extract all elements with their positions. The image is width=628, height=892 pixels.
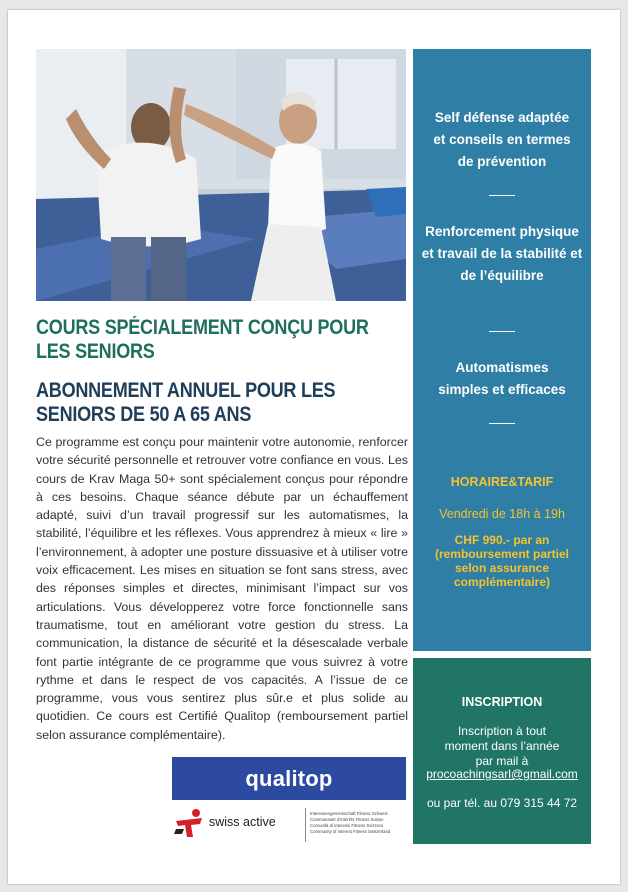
feature-separator: [489, 423, 515, 424]
features-panel: [413, 49, 591, 651]
inscription-email-link[interactable]: procoachingsarl@gmail.com: [426, 767, 578, 781]
logo-divider: [305, 808, 306, 842]
tagline-line: Comunità di interessi Fitness Svizzera: [310, 823, 383, 828]
page-subtitle: ABONNEMENT ANNUEL POUR LES SENIORS DE 50 A 65 ANS: [36, 379, 336, 426]
tagline-line: Communauté d’intérêts Fitness Suisse: [310, 817, 384, 822]
swiss-active-logo: [172, 805, 406, 845]
tagline-line: Community of interest Fitness Switzerland: [310, 829, 391, 834]
schedule-price: CHF 990.- par an (remboursement partiel selon assurance complémentaire): [434, 533, 570, 589]
inscription-phone: ou par tél. au 079 315 44 72: [426, 796, 578, 810]
swiss-active-tagline: [310, 811, 390, 835]
flyer-page: [8, 10, 620, 884]
inscription-text: Inscription à tout moment dans l’année par mail à: [444, 724, 560, 768]
hero-photo: [36, 49, 406, 301]
feature-automatismes: Automatismes simples et efficaces: [438, 360, 566, 397]
tagline-line: Interessengemeinschaft Fitness Schweiz: [310, 811, 388, 816]
feature-separator: [489, 331, 515, 332]
inscription-panel: [413, 658, 591, 844]
program-description: Ce programme est conçu pour maintenir votre autonomie, renforcer votre sécurité personnelle et retrouver votre confiance en vous. Les cours de Krav Maga 50+ sont spécialement conçus pour répondre à ces besoins. Chaque séance débute par un échauffement adapté, suivi d’un travail progressif sur les automatismes, la stabilité, l’équilibre et les réflexes. Vous apprendrez à mieux « lire » l’environnement, à adopter une posture dissuasive et à utiliser votre voix efficacement. Les mises en situation se font sans stress, avec des réponses simples et directes, minimisant l’impact sur vos articulations. Vous développerez votre force fonctionnelle sans traumatisme, tout en améliorant votre gestion du stress. La communication, la distance de sécurité et la désescalade verbale font partie intégrante de ce programme que vous suivrez à votre rythme et dans le respect de vos capacités. A l’issue de ce programme, vous vous sentirez plus sûr.e et plus solide au quotidien. Ce cours est Certifié Qualitop (remboursement partiel selon assurance complémentaire).: [36, 435, 408, 742]
swiss-active-figure-icon: [172, 807, 206, 839]
feature-self-defense: Self défense adaptée et conseils en termes de prévention: [433, 110, 571, 169]
schedule-time: Vendredi de 18h à 19h: [439, 507, 565, 521]
swiss-active-wordmark: swiss active: [209, 815, 276, 829]
inscription-title: INSCRIPTION: [461, 695, 543, 709]
page-title: COURS SPÉCIALEMENT CONÇU POUR LES SENIORS: [36, 316, 369, 363]
schedule-title: HORAIRE&TARIF: [450, 475, 554, 489]
feature-renforcement: Renforcement physique et travail de la stabilité et de l’équilibre: [421, 224, 583, 283]
qualitop-logo-text: qualitop: [245, 765, 333, 791]
krav-maga-seniors-photo: [36, 49, 406, 301]
qualitop-logo: [172, 757, 406, 800]
feature-separator: [489, 195, 515, 196]
